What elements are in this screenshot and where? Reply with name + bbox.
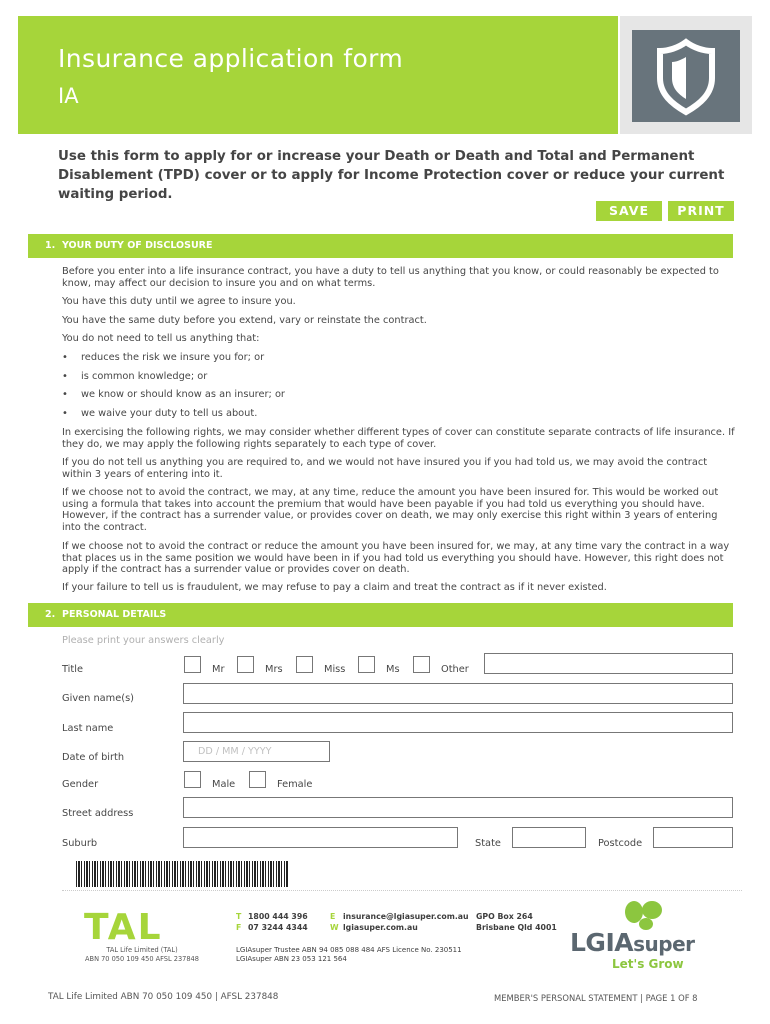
given-names-label: Given name(s) bbox=[62, 693, 134, 704]
po-city: Brisbane Qld 4001 bbox=[476, 923, 557, 932]
phone-number: 1800 444 396 bbox=[248, 912, 308, 921]
gender-female-checkbox[interactable] bbox=[249, 771, 266, 788]
paragraph: Before you enter into a life insurance contract, you have a duty to tell us anything that you know, or could reasonably be expected to know, may affect our decision to insure you and on what terms. bbox=[62, 266, 719, 289]
section-header-personal-details bbox=[28, 603, 733, 627]
paragraph: If we choose not to avoid the contract or reduce the amount you have been insured for, we may, at any time vary the contract in a way that places us in the same position we would have been in if you had told us everything you should have. However, this right does not apply if the contract has a surrender value or provides cover on death. bbox=[62, 541, 730, 575]
suburb-field[interactable] bbox=[183, 827, 458, 848]
section-title: PERSONAL DETAILS bbox=[62, 609, 167, 620]
title-other-field[interactable] bbox=[484, 653, 733, 674]
po-box: GPO Box 264 bbox=[476, 912, 533, 921]
bullet-icon: • bbox=[62, 352, 68, 363]
fax-number: 07 3244 4344 bbox=[248, 923, 308, 932]
paragraph: If you do not tell us anything you are required to, and we would not have insured you if you had told us, we may avoid the contract within 3 years of entering into it. bbox=[62, 457, 708, 480]
section-title: YOUR DUTY OF DISCLOSURE bbox=[62, 240, 213, 251]
list-item: reduces the risk we insure you for; or bbox=[81, 352, 265, 363]
title-mrs-checkbox[interactable] bbox=[237, 656, 254, 673]
bullet-icon: • bbox=[62, 371, 68, 382]
paragraph: If we choose not to avoid the contract, we may, at any time, reduce the amount you have been insured for. This would be worked out using a formula that takes into account the premium that would have been payable if you had told us everything you should have. However, if the contract has a surrender value, or provides cover on death, we may only exercise this right within 3 years of entering into the contract. bbox=[62, 487, 719, 533]
dob-label: Date of birth bbox=[62, 752, 125, 763]
email-prefix: E bbox=[330, 912, 336, 921]
section-header-duty-of-disclosure bbox=[28, 234, 733, 258]
gender-label: Gender bbox=[62, 779, 99, 790]
dob-placeholder: DD / MM / YYYY bbox=[198, 746, 272, 757]
footer-divider bbox=[62, 890, 742, 891]
paragraph: You have the same duty before you extend, vary or reinstate the contract. bbox=[62, 315, 427, 326]
print-button[interactable]: PRINT bbox=[668, 201, 734, 221]
list-item: we waive your duty to tell us about. bbox=[81, 408, 258, 419]
lgia-logo-super: super bbox=[633, 932, 695, 956]
section-number: 1. bbox=[45, 240, 56, 251]
header-band bbox=[18, 16, 618, 134]
lgia-logo-main: LGIA bbox=[570, 928, 634, 957]
street-address-field[interactable] bbox=[183, 797, 733, 818]
email-link[interactable]: insurance@lgiasuper.com.au bbox=[343, 912, 469, 921]
save-button[interactable]: SAVE bbox=[596, 201, 662, 221]
title-miss-checkbox[interactable] bbox=[296, 656, 313, 673]
list-item: is common knowledge; or bbox=[81, 371, 208, 382]
state-field[interactable] bbox=[512, 827, 586, 848]
title-mr-label: Mr bbox=[212, 664, 225, 675]
web-link[interactable]: lgiasuper.com.au bbox=[343, 923, 418, 932]
bullet-icon: • bbox=[62, 408, 68, 419]
title-ms-label: Ms bbox=[386, 664, 400, 675]
lgia-abn: LGIAsuper ABN 23 053 121 564 bbox=[236, 955, 347, 963]
list-item: we know or should know as an insurer; or bbox=[81, 389, 285, 400]
trustee-details: LGIAsuper Trustee ABN 94 085 088 484 AFS Licence No. 230511 bbox=[236, 946, 462, 954]
title-other-checkbox[interactable] bbox=[413, 656, 430, 673]
title-mrs-label: Mrs bbox=[265, 664, 283, 675]
lgia-tagline: Let's Grow bbox=[612, 957, 684, 971]
title-other-label: Other bbox=[441, 664, 469, 675]
state-label: State bbox=[475, 838, 501, 849]
paragraph: You do not need to tell us anything that: bbox=[62, 333, 260, 344]
last-name-label: Last name bbox=[62, 723, 114, 734]
section-number: 2. bbox=[45, 609, 56, 620]
footer-legal: TAL Life Limited ABN 70 050 109 450 | AFSL 237848 bbox=[48, 992, 279, 1002]
street-address-label: Street address bbox=[62, 808, 134, 819]
postcode-field[interactable] bbox=[653, 827, 733, 848]
given-names-field[interactable] bbox=[183, 683, 733, 704]
paragraph: If your failure to tell us is fraudulent, we may refuse to pay a claim and treat the contract as if it never existed. bbox=[62, 582, 607, 593]
last-name-field[interactable] bbox=[183, 712, 733, 733]
form-code: IA bbox=[58, 84, 79, 108]
lgia-logo bbox=[570, 928, 695, 957]
print-note: Please print your answers clearly bbox=[62, 635, 225, 646]
title-miss-label: Miss bbox=[324, 664, 346, 675]
shield-icon bbox=[632, 30, 740, 122]
paragraph: You have this duty until we agree to insure you. bbox=[62, 296, 296, 307]
title-mr-checkbox[interactable] bbox=[184, 656, 201, 673]
gender-male-checkbox[interactable] bbox=[184, 771, 201, 788]
barcode bbox=[76, 861, 288, 887]
postcode-label: Postcode bbox=[598, 838, 643, 849]
dob-field[interactable] bbox=[183, 741, 330, 762]
web-prefix: W bbox=[330, 923, 339, 932]
gender-male-label: Male bbox=[212, 779, 236, 790]
title-label: Title bbox=[62, 664, 83, 675]
fax-prefix: F bbox=[236, 923, 242, 932]
bullet-icon: • bbox=[62, 389, 68, 400]
suburb-label: Suburb bbox=[62, 838, 98, 849]
form-title: Insurance application form bbox=[58, 44, 404, 73]
tal-abn: ABN 70 050 109 450 AFSL 237848 bbox=[85, 955, 199, 963]
gender-female-label: Female bbox=[277, 779, 313, 790]
paragraph: In exercising the following rights, we may consider whether different types of cover can constitute separate contracts of life insurance. If they do, we may apply the following rights separately to each type of cover. bbox=[62, 427, 735, 450]
title-ms-checkbox[interactable] bbox=[358, 656, 375, 673]
page-indicator: MEMBER'S PERSONAL STATEMENT | PAGE 1 OF 8 bbox=[494, 993, 698, 1003]
tal-logo: TAL bbox=[84, 907, 163, 948]
intro-text: Use this form to apply for or increase your Death or Death and Total and Permanent Disablement (TPD) cover or to apply for Income Protection cover or reduce your current waiting period. bbox=[58, 149, 725, 202]
tal-name: TAL Life Limited (TAL) bbox=[106, 946, 178, 954]
phone-prefix: T bbox=[236, 912, 242, 921]
